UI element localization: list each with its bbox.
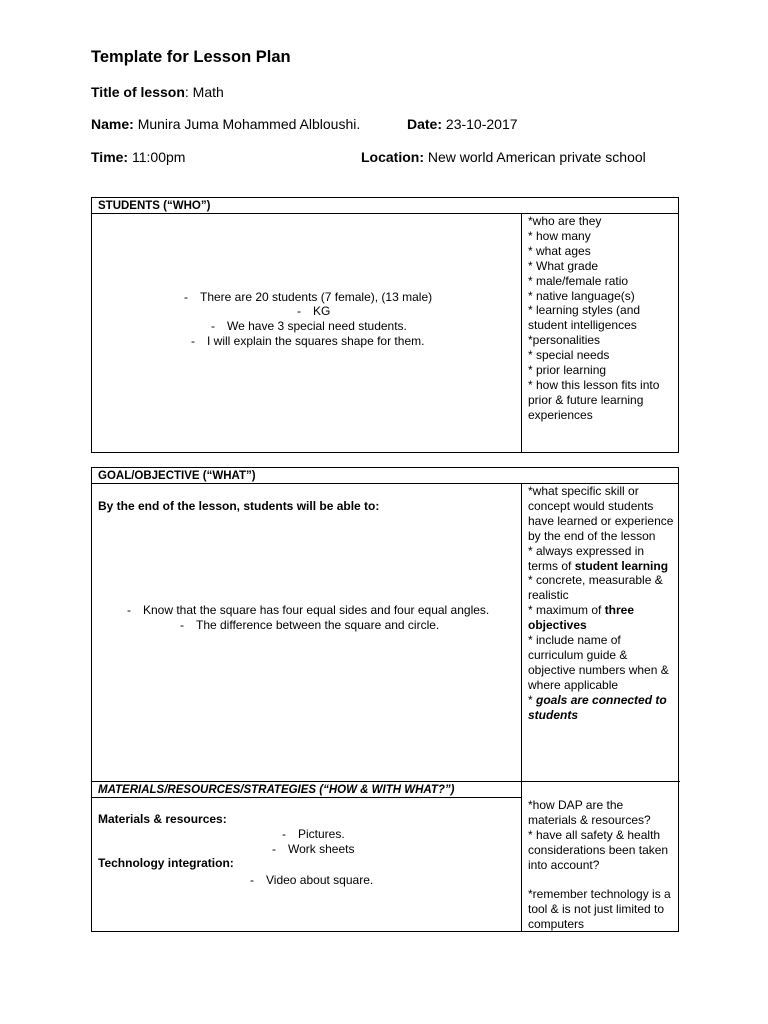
list-item: - KG: [297, 304, 331, 318]
lesson-title-label: Title of lesson: [91, 84, 185, 100]
list-item: - Pictures.: [282, 827, 345, 841]
students-header: STUDENTS (“WHO”): [98, 200, 211, 212]
goal-materials-table: [91, 467, 679, 932]
technology-label: Technology integration:: [98, 856, 234, 870]
name-line: [91, 116, 360, 132]
date-label: Date:: [407, 116, 443, 132]
time-value: 11:00pm: [131, 149, 186, 165]
list-item: - Video about square.: [250, 873, 374, 887]
lesson-title-value: Math: [192, 84, 224, 100]
date-value: 23-10-2017: [445, 116, 518, 132]
materials-label: Materials & resources:: [98, 812, 227, 826]
materials-header: MATERIALS/RESOURCES/STRATEGIES (“HOW & WITH WHAT?”): [98, 784, 455, 796]
lesson-title-line: Title of lesson: Math: [91, 84, 224, 100]
name-value: Munira Juma Mohammed Albloushi.: [137, 116, 361, 132]
list-item: - The difference between the square and circle.: [180, 618, 440, 632]
list-item: - There are 20 students (7 female), (13 male): [184, 290, 433, 304]
goal-notes: *what specific skill or concept would students have learned or experience by the end of the lesson * always expressed in terms of student learning * concrete, measurable & realistic * maximum of three objectives * include name of curriculum guide & objective numbers when & where applicable * goals are connected to students: [528, 484, 674, 722]
column-divider: [521, 484, 522, 931]
list-item: - Know that the square has four equal sides and four equal angles.: [127, 603, 490, 617]
goal-header: GOAL/OBJECTIVE (“WHAT”): [98, 470, 256, 482]
list-item: - Work sheets: [272, 842, 355, 856]
location-label: Location:: [361, 149, 424, 165]
column-divider: [521, 214, 522, 452]
students-header-row: [92, 198, 678, 214]
materials-notes: *how DAP are the materials & resources? * have all safety & health considerations been taken into account? *remember technology is a tool & is not just limited to computers: [528, 798, 671, 932]
name-label: Name:: [91, 116, 134, 132]
date-line: [407, 116, 518, 132]
page-title: Template for Lesson Plan: [91, 48, 291, 66]
location-line: [361, 149, 646, 165]
goal-intro: By the end of the lesson, students will be able to:: [98, 499, 380, 513]
time-label: Time:: [91, 149, 129, 165]
goal-header-row: [92, 468, 678, 484]
location-value: New world American private school: [427, 149, 646, 165]
time-line: [91, 149, 185, 165]
list-item: - We have 3 special need students.: [211, 319, 407, 333]
students-table: [91, 197, 679, 453]
list-item: - I will explain the squares shape for them.: [191, 334, 425, 348]
students-notes: *who are they * how many * what ages * What grade * male/female ratio * native language(s) * learning styles (and student intelligences *personalities * special needs * prior learning * how this lesson fits into prior & future learning experiences: [528, 214, 660, 422]
